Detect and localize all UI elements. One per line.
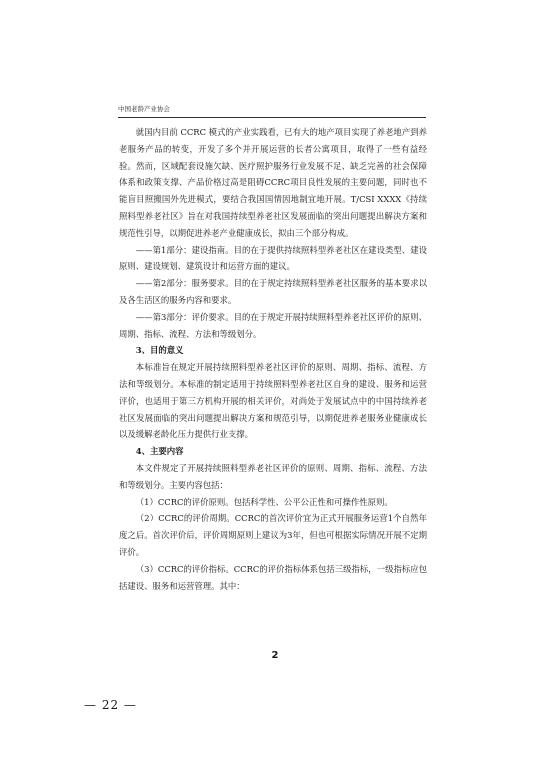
paragraph: （1）CCRC的评价原则。包括科学性、公平公正性和可操作性原则。 [135,496,393,507]
outer-page-number: — 22 — [84,698,137,712]
paragraph: （2）CCRC的评价周期。CCRC的首次评价宜为正式开展服务运营1个自然年度之后。首次评价后，评价周期原则上建议为3年，但也可根据实际情况开展不定期评价。 [119,513,427,557]
paragraph: 就国内目前 CCRC 模式的产业实践看，已有大的地产项目实现了养老地产到养老服务产品的转变，开发了多个并开展运营的长者公寓项目，取得了一些有益经验。然而，区域配套设施欠缺、医疗照护服务行业发展不足、缺乏完善的社会保障体系和政策支撑、产品价格过高是阻碍CCRC项目良性发展的主要问题，同时也不能盲目照搬国外先进模式，要结合我国国情因地制宜地开展。T/CSI XXXX《持续照料型养老社区》旨在对我国持续型养老社区发展面临的突出问题提出解决方案和规范性引导，以期促进养老产业健康成长，拟由三个部分构成。 [119,127,427,238]
paragraph: ——第3部分：评价要求。目的在于规定开展持续照料型养老社区评价的原则、周期、指标、流程、方法和等级划分。 [119,311,427,339]
header-rule [118,117,426,118]
paragraph: ——第2部分：服务要求。目的在于规定持续照料型养老社区服务的基本要求以及各生活区的服务内容和要求。 [119,278,427,305]
paragraph: 本标准旨在规定开展持续照料型养老社区评价的原则、周期、指标、流程、方法和等级划分。本标准的制定适用于持续照料型养老社区自身的建设、服务和运营评价，也适用于第三方机构开展的相关评价，对尚处于发展试点中的中国持续养老社区发展面临的突出问题提出解决方案和规范引导，以期促进养老服务业健康成长以及缓解老龄化压力提供行业支撑。 [119,362,427,440]
section-heading: 3、目的意义 [135,345,184,356]
document-body [119,124,427,594]
header-org: 中国老龄产业协会 [118,105,170,113]
paragraph: （3）CCRC的评价指标。CCRC的评价指标体系包括三级指标，一级指标应包括建设、服务和运营管理。其中： [119,563,427,591]
section-heading: 4、主要内容 [135,446,184,457]
paragraph: 本文件规定了开展持续照料型养老社区评价的原则、周期、指标、流程、方法和等级划分。主要内容包括： [119,462,427,490]
page-number: 2 [271,650,279,661]
paragraph: ——第1部分：建设指南。目的在于提供持续照料型养老社区在建设类型、建设原则、建设规划、建筑设计和运营方面的建议。 [119,244,427,272]
